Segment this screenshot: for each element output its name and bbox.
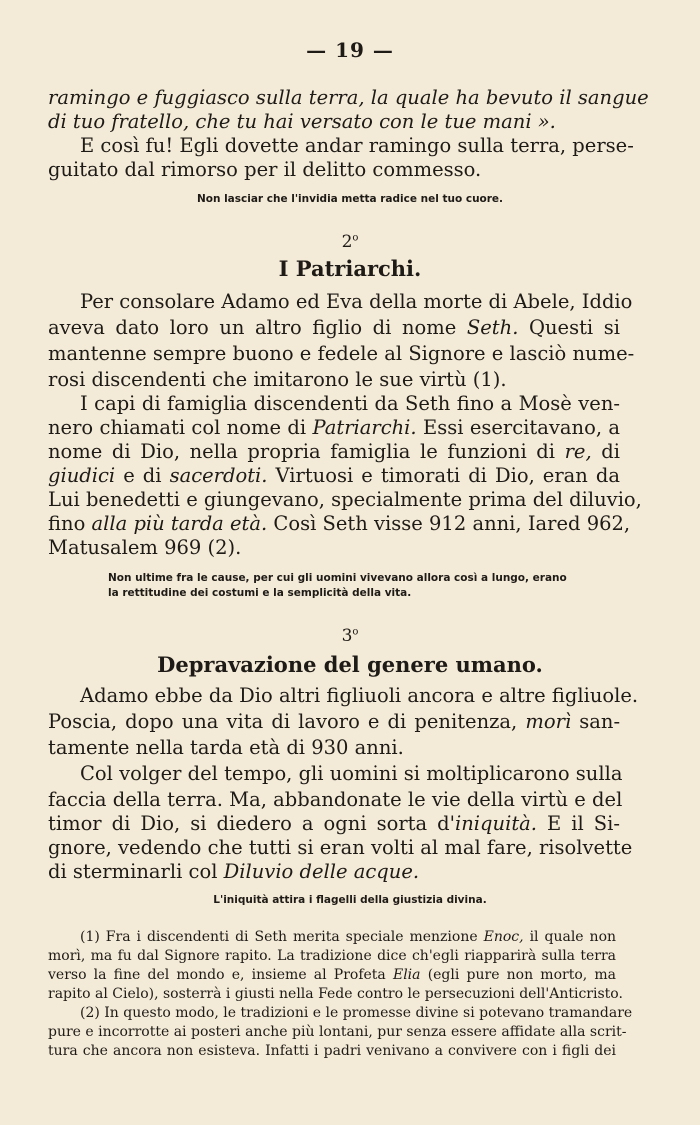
body-line: mantenne sempre buono e fedele al Signore e lasciò nume-	[48, 342, 635, 365]
body-line: fino alla più tarda età. Così Seth visse 912 anni, Iared 962,	[48, 512, 631, 535]
body-line: Lui benedetti e giungevano, specialmente prima del diluvio,	[48, 488, 642, 511]
footnote-line: (2) In questo modo, le tradizioni e le promesse divine si potevano tramandare	[80, 1005, 633, 1021]
section-title: I Patriarchi.	[278, 256, 422, 281]
body-line: nero chiamati col nome di Patriarchi. Essi esercitavano, a	[48, 416, 621, 439]
footnote-line: verso la fine del mondo e, insieme al Profeta Elia (egli pure non morto, ma	[48, 967, 617, 983]
body-line: tamente nella tarda età di 930 anni.	[48, 736, 404, 759]
body-line: Per consolare Adamo ed Eva della morte di Abele, Iddio	[80, 290, 633, 313]
section-number: 2$^o$	[341, 232, 359, 252]
body-line: Adamo ebbe da Dio altri figliuoli ancora e altre figliuole.	[80, 684, 639, 707]
section-number: 3$^o$	[341, 626, 359, 646]
body-line: giudici e di sacerdoti. Virtuosi e timorati di Dio, eran da	[48, 464, 620, 487]
body-line: timor di Dio, si diedero a ogni sorta d'iniquità. E il Si-	[48, 812, 620, 835]
footnote-line: morì, ma fu dal Signore rapito. La tradizione dice ch'egli riapparirà sulla terra	[48, 948, 616, 964]
page-number: — 19 —	[306, 38, 394, 62]
body-line: Matusalem 969 (2).	[48, 536, 242, 559]
footnote-line: pure e incorrotte ai posteri anche più lontani, pur senza essere affidate alla scrit-	[48, 1024, 627, 1040]
body-line: Poscia, dopo una vita di lavoro e di penitenza, morì san-	[48, 710, 621, 733]
body-line: aveva dato loro un altro figlio di nome Seth. Questi si	[48, 316, 620, 339]
body-line: nome di Dio, nella propria famiglia le funzioni di re, di	[48, 440, 620, 463]
body-line: guitato dal rimorso per il delitto commesso.	[48, 158, 482, 181]
body-line: gnore, vedendo che tutti si eran volti al mal fare, risolvette	[48, 836, 633, 859]
moral-note: Non ultime fra le cause, per cui gli uomini vivevano allora così a lungo, erano	[108, 572, 567, 584]
footnote-line: tura che ancora non esisteva. Infatti i padri venivano a convivere con i figli dei	[48, 1043, 616, 1059]
body-line: I capi di famiglia discendenti da Seth fino a Mosè ven-	[80, 392, 620, 415]
body-line: rosi discendenti che imitarono le sue virtù (1).	[48, 368, 507, 391]
body-line: di sterminarli col Diluvio delle acque.	[48, 860, 420, 883]
moral-note: la rettitudine dei costumi e la semplicità della vita.	[108, 587, 412, 599]
moral-note: L'iniquità attira i flagelli della giustizia divina.	[213, 894, 487, 906]
body-line: di tuo fratello, che tu hai versato con le tue mani ».	[48, 110, 556, 133]
body-line: E così fu! Egli dovette andar ramingo sulla terra, perse-	[80, 134, 634, 157]
footnote-line: rapito al Cielo), sosterrà i giusti nella Fede contro le persecuzioni dell'Anticristo.	[48, 986, 623, 1002]
footnote-line: (1) Fra i discendenti di Seth merita speciale menzione Enoc, il quale non	[80, 929, 617, 945]
body-line: faccia della terra. Ma, abbandonate le vie della virtù e del	[48, 788, 623, 811]
section-title: Depravazione del genere umano.	[157, 652, 543, 677]
body-line: ramingo e fuggiasco sulla terra, la quale ha bevuto il sangue	[48, 86, 649, 109]
moral-note: Non lasciar che l'invidia metta radice nel tuo cuore.	[196, 193, 504, 205]
body-line: Col volger del tempo, gli uomini si moltiplicarono sulla	[80, 762, 623, 785]
